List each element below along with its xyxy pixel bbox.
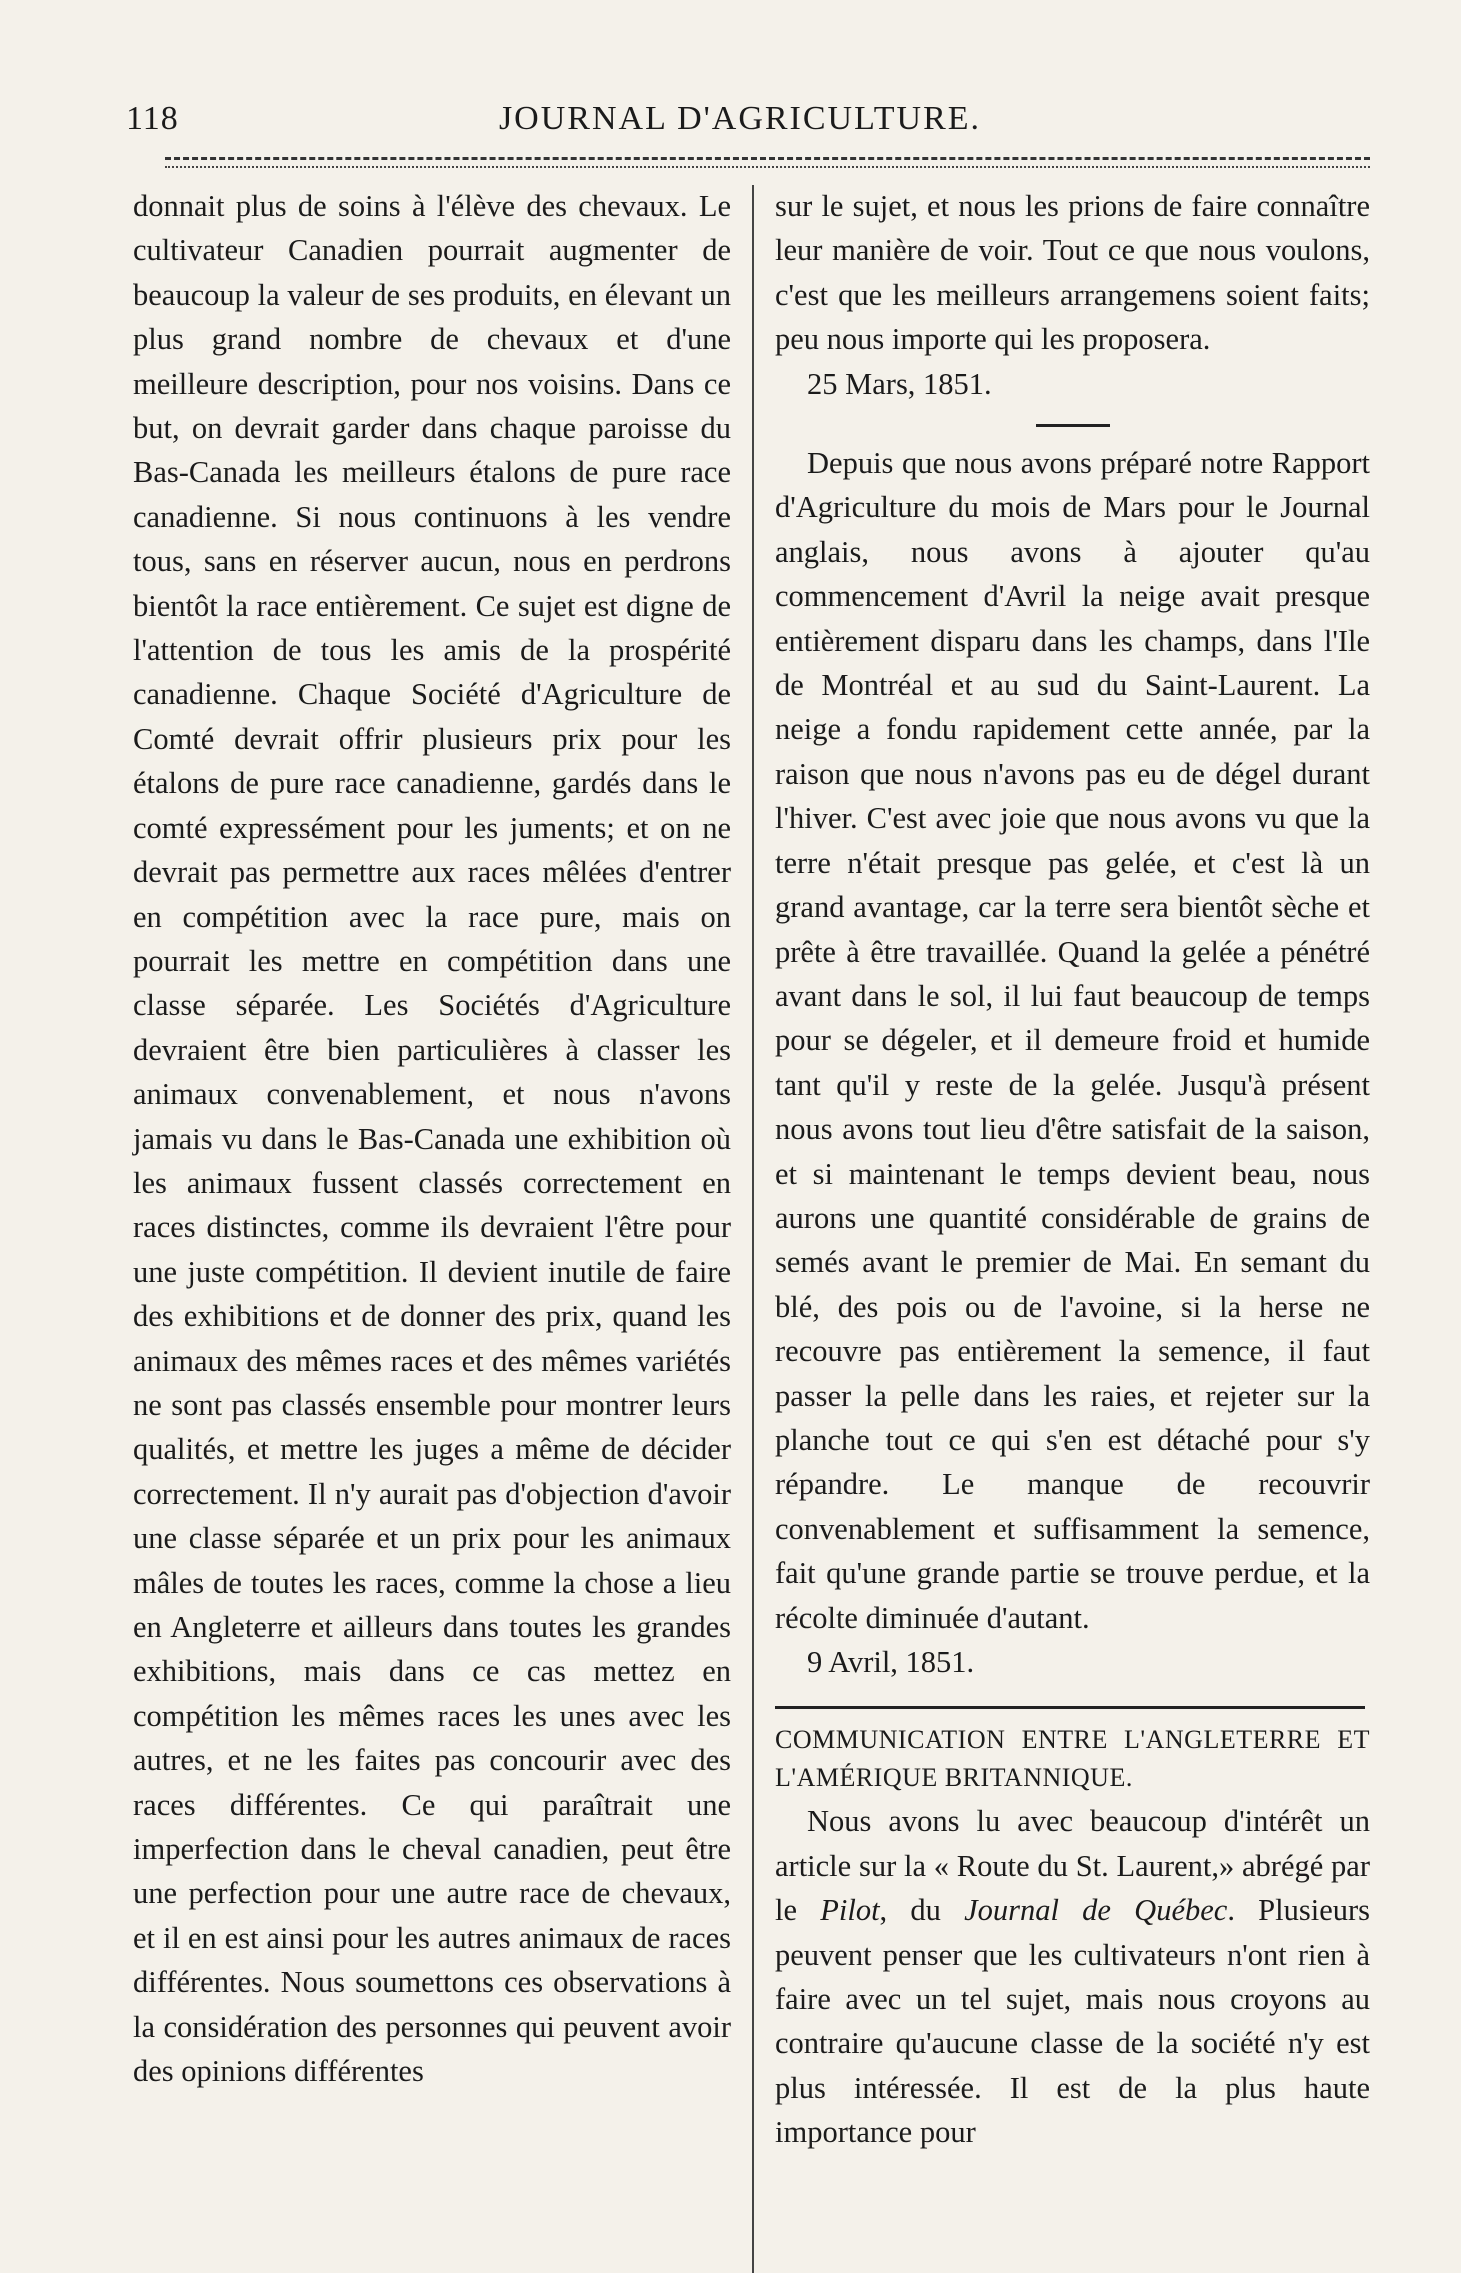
left-column [133,184,731,2093]
communication-text-mid: , du [879,1893,965,1928]
column-divider [752,185,754,2273]
journal-title: Journal de Québec [964,1893,1228,1928]
left-paragraph: donnait plus de soins à l'élève des chevaux. Le cultivateur Canadien pourrait augmenter de beaucoup la valeur de ses produits, en élevant un plus grand nombre de chevaux et d'une meilleure description, pour nos voisins. Dans ce but, on devrait garder dans chaque paroisse du Bas-Canada les meilleurs étalons de pure race canadienne. Si nous continuons à les vendre tous, sans en réserver aucun, nous en perdrons bientôt la race entièrement. Ce sujet est digne de l'attention de tous les amis de la prospérité canadienne. Chaque Société d'Agriculture de Comté devrait offrir plusieurs prix pour les étalons de pure race canadienne, gardés dans le comté expressément pour les juments; et on ne devrait pas permettre aux races mêlées d'entrer en compétition avec la race pure, mais on pourrait les mettre en compétition dans une classe séparée. Les Sociétés d'Agriculture devraient être bien particulières à classer les animaux convenablement, et nous n'avons jamais vu dans le Bas-Canada une exhibition où les animaux fussent classés correctement en races distinctes, comme ils devraient l'être pour une juste compétition. Il devient inutile de faire des exhibitions et de donner des prix, quand les animaux des mêmes races et des mêmes variétés ne sont pas classés ensemble pour montrer leurs qualités, et mettre les juges a même de décider correctement. Il n'y aurait pas d'objection d'avoir une classe séparée et un prix pour les animaux mâles de toutes les races, comme la chose a lieu en Angleterre et ailleurs dans toutes les grandes exhibitions, mais dans ce cas mettez en compétition les mêmes races les unes avec les autres, et ne les faites pas concourir avec des races différentes. Ce qui paraîtrait une imperfection dans le cheval canadien, peut être une perfection pour une autre race de chevaux, et il en est ainsi pour les autres animaux de races différentes. Nous soumettons ces observations à la considération des personnes qui peuvent avoir des opinions différentes [133,189,731,2089]
section-heading: COMMUNICATION ENTRE L'ANGLETERRE ET L'AMÉRIQUE BRITANNIQUE. [775,1725,1370,1793]
page-header [120,100,1360,160]
right-column [775,184,1370,2155]
report-paragraph: Depuis que nous avons préparé notre Rapport d'Agriculture du mois de Mars pour le Journal anglais, nous avons à ajouter qu'au commencement d'Avril la neige avait presque entièrement disparu dans les champs, dans l'Ile de Montréal et au sud du Saint-Laurent. La neige a fondu rapidement cette année, par la raison que nous n'avons pas eu de dégel durant l'hiver. C'est avec joie que nous avons vu que la terre n'était presque pas gelée, et c'est là un grand avantage, car la terre sera bientôt sèche et prête à être travaillée. Quand la gelée a pénétré avant dans le sol, il lui faut beaucoup de temps pour se dégeler, et il demeure froid et humide tant qu'il y reste de la gelée. Jusqu'à présent nous avons tout lieu d'être satisfait de la saison, et si maintenant le temps devient beau, nous aurons une quantité considérable de grains de semés avant le premier de Mai. En semant du blé, des pois ou de l'avoine, si la herse ne recouvre pas entièrement la semence, il faut passer la pelle dans les raies, et rejeter sur la planche tout ce qui s'en est détaché pour s'y répandre. Le manque de recouvrir convenablement et suffisamment la semence, fait qu'une grande partie se trouve perdue, et la récolte diminuée d'autant. [775,446,1370,1635]
section-separator-rule [775,1706,1365,1709]
communication-text-start: Nous avons lu avec beaucoup d'intérêt un article sur la « Route du St. Laurent,» abrégé par le [775,1804,1370,1928]
dateline-april: 9 Avril, 1851. [807,1645,975,1679]
page-number: 118 [126,100,179,137]
header-rule-top [165,157,1370,160]
running-title: JOURNAL D'AGRICULTURE. [498,100,982,137]
short-separator-rule [1036,424,1110,427]
communication-paragraph [775,1799,1370,2154]
dateline-march: 25 Mars, 1851. [807,366,992,401]
header-rule-bottom [165,166,1370,168]
communication-text-end: . Plusieurs peuvent penser que les cultivateurs n'ont rien à faire avec un tel sujet, mais nous croyons au contraire qu'aucune classe de la société n'y est plus intéressée. Il est de la plus haute importance pour [775,1893,1371,2150]
pilot-title: Pilot [820,1893,880,1928]
continuation-paragraph: sur le sujet, et nous les prions de faire connaître leur manière de voir. Tout ce que nous voulons, c'est que les meilleurs arrangemens soient faits; peu nous importe qui les proposera. [775,189,1370,357]
